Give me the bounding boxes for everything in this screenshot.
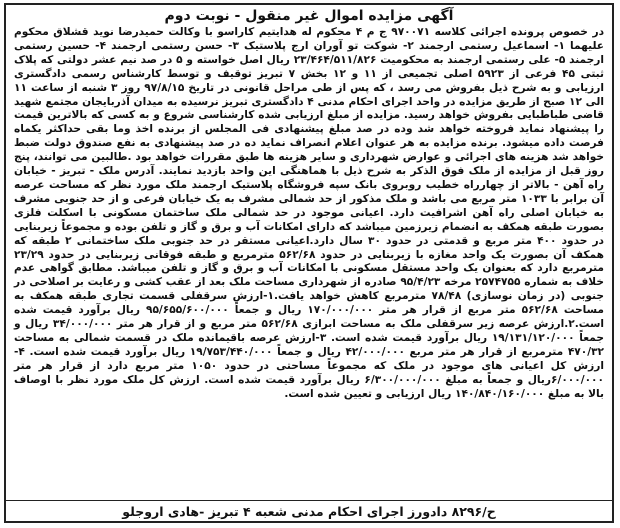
auction-notice xyxy=(4,3,614,523)
notice-body: در خصوص پرونده اجرائی کلاسه ۹۷۰۰۷۱ ج م ۴ محکوم له هدایتیم کاراسو با وکالت حمیدرضا نوید قشلاق محکوم علیهما ۱- اسماعیل رستمی ارجمند ۲- شوکت تو آوران ارج پلاستیک ۳- حسن رستمی ارجمند ۴- حسین رستمی ارجمند ۵- علی رستمی ارجمند به محکومیت ۲۳/۴۶۴/۵۱۱/۸۲۶ ریال اصل خواسته و ۵ در صد نیم عشر دولتی که پلاک ثبتی ۴۵ فرعی از ۵۹۲۳ اصلی تجمیعی از ۱۱ و ۱۲ بخش ۷ تبریز توقیف و توسط کارشناس رسمی دادگستری ارزیابی و به شرح ذیل بفروش می رسد ، که پس از طی مراحل قانونی در تاریخ ۹۷/۸/۱۵ روز ۳ شنبه از ساعت ۱۱ الی ۱۲ صبح از طریق مزایده در واحد اجرای احکام مدنی ۴ دادگستری تبریز نرسیده به میدان آذربایجان مجتمع شهید قاضی طباطبایی بفروش خواهد رسید. مزایده از مبلغ ارزیابی شده کارشناسی شروع و به کسی که بالاترین قیمت را پیشنهاد نماید فروخته خواهد شد وده در صد مبلغ پیشنهادی فی المجلس از برنده اخذ وما بقی حداکثر یکماه فرصت داده میشود. برنده مزایده به هر عنوان اعلام انصراف نماید ده در صد پیشنهادی به نفع صندوق دولت ضبط خواهد شد هزینه های اجرائی و عوارض شهرداری و سایر هزینه ها طبق مقررات خواهد بود .طالبین می توانند، پنج روز قبل از مزایده از ملک فوق الذکر به شرح ذیل با هماهنگی این واحد بازدید نمایند. آدرس ملک - تبریز - خیابان راه آهن - بالاتر از چهارراه خطیب روبروی بانک سپه فروشگاه پلاستیک ارجمند ملک مورد نظر که مساحت عرصه آن برابر با ۱۰۳۳ متر مربع می باشد و ملک مذکور از حد شمالی مشرف به یک خیابان فرعی و از حد جنوبی مشرف به خیابان اصلی راه آهن اشرافیت دارد. اعیانی موجود در حد شمالی ملک ساختمان مسکونی با اسکلت فلزی بصورت طبقه همکف به انضمام زیرزمین میباشد که دارای امکانات آب و برق و گاز و تلفن بوده و مجموعاً زیربنایی در حدود ۴۰۰ متر مربع و قدمتی در حدود ۳۰ سال دارد.اعیانی مستقر در حد جنوبی ملک ساختمانی ۲ طبقه که همکف آن بصورت یک واحد مغازه با زیربنایی در حدود ۵۶۲/۶۸ مترمربع و طبقه فوقانی زیربنایی در حدود ۲۳/۲۹ مترمربع دارد که بعنوان یک واحد مستقل مسکونی با امکانات آب و برق و گاز و تلفن میباشد. مطابق گواهی عدم خلاف به شماره ۲۵۷۴۷۵۵ مرخه ۹۵/۴/۲۳ صادره از شهرداری مساحت ملک بعد از عقب کشی و رعایت بر اصلاحی در جنوبی (در زمان نوسازی) ۷۸/۴۸ مترمربع کاهش خواهد یافت.۱-ارزش سرقفلی قسمت تجاری طبقه همکف به مساحت ۵۶۲/۶۸ متر مربع از قرار هر متر ۱۷۰/۰۰۰/۰۰۰ ریال و جمعاً ۹۵/۶۵۵/۶۰۰/۰۰۰ ریال برآورد قیمت شده است.۲.ارزش عرصه زیر سرقفلی ملک به مساحت ابرازی ۵۶۲/۶۸ متر مربع و از قرار هر متر ۳۴/۰۰۰/۰۰۰ ریال و جمعاً ۱۹/۱۳۱/۱۲۰/۰۰۰ ریال برآورد قیمت شده است. ۳-ارزش عرصه باقیمانده ملک در قسمت شمالی به مساحت ۴۷۰/۳۲ مترمربع از قرار هر متر مربع ۴۲/۰۰۰/۰۰۰ ریال و جمعاً ۱۹/۷۵۳/۴۴۰/۰۰۰ ریال برآورد قیمت شده است. ۴-ارزش کل اعیانی های موجود در ملک که مجموعاً مساحتی در حدود ۱۰۵۰ متر مربع دارد از قرار هر متر ۶/۰۰۰/۰۰۰ریال و جمعاً به مبلغ ۶/۳۰۰/۰۰۰/۰۰۰ ریال برآورد قیمت شده است. ارزش کل ملک مورد نظر با اوصاف بالا به مبلغ ۱۴۰/۸۴۰/۱۶۰/۰۰۰ ریال ارزیابی و تعیین شده است. xyxy=(14,26,605,400)
notice-footer-signature: ح/۸۲۹۶ دادورز اجرای احکام مدنی شعبه ۴ تبریز -هادی اروجلو xyxy=(6,500,612,519)
notice-title: آگهی مزایده اموال غیر منقول - نوبت دوم xyxy=(164,8,454,24)
